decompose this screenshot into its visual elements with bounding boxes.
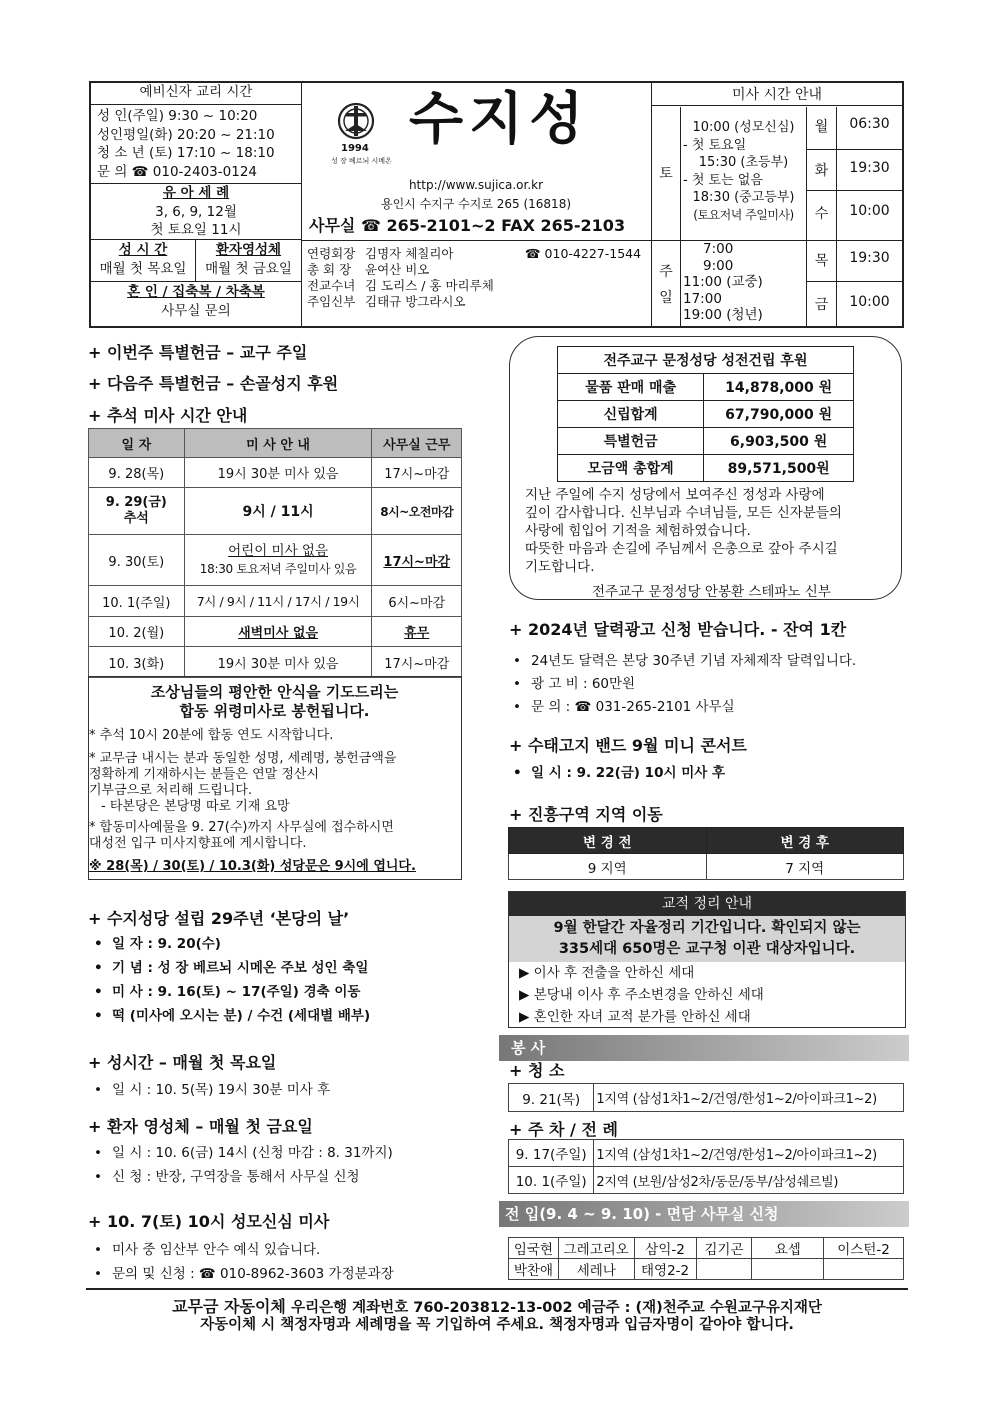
transfer-bar: 전 입(9. 4 ~ 9. 10) - 면담 사무실 신청 [499,1201,909,1227]
parish-logo [331,97,401,177]
donation-box [509,336,902,600]
records-highlight: 9월 한달간 자율정리 기간입니다. 확인되지 않는 335세대 650명은 교구청 이관 대상자입니다. [509,916,905,962]
time-mon: 06:30 [849,116,890,132]
cleaning-table [508,1083,904,1112]
sick-communion-title: + 환자 영성체 – 매월 첫 금요일 [88,1117,313,1136]
weekday-wed: 수 [814,206,829,222]
table-row: 신립합계 67,790,000 원 [558,401,854,428]
table-row: 물품 판매 매출 14,878,000 원 [558,374,854,401]
district-table: 변 경 전 변 경 후 9 지역 7 지역 [508,827,904,880]
catechism-title: 예비신자 교리 시간 [91,83,301,105]
time-thu: 19:30 [849,250,890,266]
memorial-note: 대성전 입구 미사지향표에 게시합니다. [89,836,307,851]
table-header: 일 자 미 사 안 내 사무실 근무 [89,429,462,458]
transfer-table [508,1237,904,1280]
records-list [509,962,905,1028]
holy-hour-title: + 성시간 – 매월 첫 목요일 [88,1053,277,1072]
footer-line-2: 자동이체 시 책정자명과 세례명을 꼭 기입하여 주세요. 책정자명과 입금자명이 같아야 합니다. [200,1317,794,1333]
table-row: 10. 1(주일) 7시 / 9시 / 11시 / 17시 / 19시 6시~마감 [89,586,462,617]
parking-title: + 주 차 / 전 례 [509,1120,618,1139]
memorial-note: 정확하게 기재하시는 분들은 연말 정산시 [89,767,320,782]
sick-communion-info: 환자영성체 매월 첫 금요일 [205,242,292,277]
list-item: ▶ 이사 후 전출을 안하신 세대 [519,965,695,981]
infant-baptism: 유 아 세 례 3, 6, 9, 12월 첫 토요일 11시 [150,185,242,238]
table-row: 9. 21(목) 1지역 (삼성1차1~2/건영/한성1~2/아이파크1~2) [509,1084,904,1112]
list-item: • 문의 및 신청 : ☎ 010-8962-3603 가정분과장 [92,1262,394,1286]
sunday-label: 주 일 [659,264,673,306]
mass-title: 미사 시간 안내 [652,84,902,106]
staff-row: 주임신부 김태규 방그라시오 [307,294,466,309]
memorial-note: 기부금으로 처리해 드립니다. [89,783,253,798]
table-row: 9 지역 7 지역 [509,854,904,880]
offering-next-week: + 다음주 특별헌금 – 손골성지 후원 [88,374,339,393]
memorial-headline: 조상님들의 평안한 안식을 기도드리는 [150,683,399,701]
district-title: + 진흥구역 지역 이동 [509,805,663,824]
list-item: • 24년도 달력은 본당 30주년 기념 자체제작 달력입니다. [511,650,856,673]
bulletin-header [89,81,904,328]
concert-title: + 수태고지 밴드 9월 미니 콘서트 [509,736,747,755]
list-item: • 일 시 : 10. 5(목) 19시 30분 미사 후 [92,1078,330,1098]
table-row: 9. 28(목) 19시 30분 미사 있음 17시~마감 [89,458,462,488]
staff-row: 전교수녀 김 도리스 / 홍 마리루체 [307,278,494,293]
table-row: 10. 2(월) 새벽미사 없음 휴무 [89,617,462,647]
footer-rule [86,1288,908,1290]
list-item: • 광 고 비 : 60만원 [511,673,856,696]
logo-year: 1994 [341,143,369,154]
records-box [508,891,906,1028]
holy-hour-info: 성 시 간 매월 첫 목요일 [99,242,187,277]
memorial-note: * 합동미사예물을 9. 27(수)까지 사무실에 접수하시면 [89,820,394,835]
sick-communion-list [92,1141,393,1189]
calendar-ad-title: + 2024년 달력광고 신청 받습니다. - 잔여 1칸 [509,620,847,639]
catechism-schedule: 성 인(주일) 9:30 ~ 10:20 성인평일(화) 20:20 ~ 21:10 청 소 년 (토) 17:10 ~ 18:10 문 의 ☎ 010-2403-0124 [97,108,275,180]
staff-row: 총 회 장 윤여산 비오 [307,262,430,277]
table-row: 10. 3(화) 19시 30분 미사 있음 17시~마감 [89,647,462,678]
table-row: 9. 17(주일) 1지역 (삼성1차1~2/건영/한성1~2/아이파크1~2) [509,1140,904,1167]
weekday-tue: 화 [814,163,829,179]
weekday-mon: 월 [814,119,829,135]
table-row: 임국현 그레고리오 삼익-2 김기곤 요셉 이스턴-2 [509,1238,904,1259]
time-wed: 10:00 [849,203,890,219]
list-item: • 문 의 : ☎ 031-265-2101 사무실 [511,696,856,719]
office-contact: 사무실 ☎ 265-2101~2 FAX 265-2103 [309,216,626,235]
chuseok-table [88,428,462,678]
parish-address: 용인시 수지구 수지로 265 (16818) [380,197,572,211]
concert-list [511,761,725,781]
donation-title: 전주교구 문정성당 성전건립 후원 [558,347,854,374]
table-row: 9. 29(금) 추석 9시 / 11시 8시~오전마감 [89,488,462,535]
donation-message: 지난 주일에 수지 성당에서 보여주신 정성과 사랑에 깊이 감사합니다. 신부님과 수녀님들, 모든 신자분들의 사랑에 힘입어 기적을 체험하였습니다. 따뜻한 마음과 손길에 주님께서 은총으로 갚아 주시길 기도합니다. [525,487,842,575]
memorial-headline: 합동 위령미사로 봉헌됩니다. [179,702,370,720]
donation-signature: 전주교구 문정성당 안봉환 스테파노 신부 [592,584,831,600]
marian-mass-title: + 10. 7(토) 10시 성모신심 미사 [88,1212,330,1231]
website-link[interactable]: http://www.sujica.or.kr [408,178,544,192]
marian-mass-list [92,1238,394,1286]
list-item: • 신 청 : 반장, 구역장을 통해서 사무실 신청 [92,1165,393,1189]
calendar-ad-list [511,650,856,719]
footer-line-1: 교무금 자동이체 우리은행 계좌번호 760-203812-13-002 예금주 : (재)천주교 수원교구유지재단 [172,1297,822,1316]
table-row: 특별헌금 6,903,500 원 [558,428,854,455]
saturday-label: 토 [659,166,673,182]
table-row: 모금액 총합계 89,571,500원 [558,455,854,482]
list-item: ▶ 본당내 이사 후 주소변경을 안하신 세대 [519,987,764,1003]
table-row: 9. 30(토) 어린이 미사 없음 18:30 토요저녁 주일미사 있음 17시~마감 [89,535,462,586]
logo-caption: 성 장 베르뇌 시메온 [331,157,392,165]
list-item: • 기 념 : 성 장 베르뇌 시메온 주보 성인 축일 [92,956,370,980]
memorial-note: * 교무금 내시는 분과 동일한 성명, 세례명, 봉헌금액을 [89,751,397,766]
records-title: 교적 정리 안내 [509,892,905,916]
marriage-info: 혼 인 / 집축복 / 차축복 사무실 문의 [127,284,265,319]
time-tue: 19:30 [849,160,890,176]
list-item: • 미사 중 임산부 안수 예식 있습니다. [92,1238,394,1262]
memorial-footer: ※ 28(목) / 30(토) / 10.3(화) 성당문은 9시에 엽니다. [89,859,416,874]
memorial-mass-box [88,676,462,880]
cleaning-title: + 청 소 [509,1061,565,1080]
weekday-fri: 금 [814,297,829,313]
memorial-note: - 타본당은 본당명 따로 기재 요망 [101,799,290,814]
staff-list [307,246,651,310]
staff-row: 연령회장 김명자 체칠리아 ☎ 010-4227-1544 [307,246,642,261]
service-bar: 봉 사 [499,1035,909,1061]
list-item: • 미 사 : 9. 16(토) ~ 17(주일) 경축 이동 [92,980,370,1004]
donation-table [557,346,854,482]
table-row: 10. 1(주일) 2지역 (보원/삼성2차/동문/동부/삼성쉐르빌) [509,1167,904,1194]
weekday-thu: 목 [814,253,829,269]
list-item: • 일 시 : 9. 22(금) 10시 미사 후 [511,761,725,781]
sunday-mass-times: 7:00 9:00 11:00 (교중) 17:00 19:00 (청년) [683,241,763,323]
memorial-note: * 추석 10시 20분에 합동 연도 시작합니다. [89,728,334,743]
time-fri: 10:00 [849,294,890,310]
holy-hour-list [92,1078,330,1098]
offering-this-week: + 이번주 특별헌금 – 교구 주일 [88,343,308,362]
list-item: ▶ 혼인한 자녀 교적 분가를 안하신 세대 [519,1009,751,1025]
parish-name: 수지성 [409,87,590,152]
list-item: • 일 자 : 9. 20(수) [92,932,370,956]
parking-table [508,1139,904,1194]
chuseok-title: + 추석 미사 시간 안내 [88,406,248,425]
list-item: • 떡 (미사에 오시는 분) / 수건 (세대별 배부) [92,1004,370,1028]
anniversary-list [92,932,370,1028]
anniversary-title: + 수지성당 설립 29주년 ‘본당의 날’ [88,909,350,928]
table-row: 박찬애 세레나 태영2-2 [509,1259,904,1280]
saturday-mass-times: 10:00 (성모신심) - 첫 토요일 15:30 (초등부) - 첫 토는 없음 18:30 (중고등부) (토요저녁 주일미사) [683,120,795,222]
list-item: • 일 시 : 10. 6(금) 14시 (신청 마감 : 8. 31까지) [92,1141,393,1165]
